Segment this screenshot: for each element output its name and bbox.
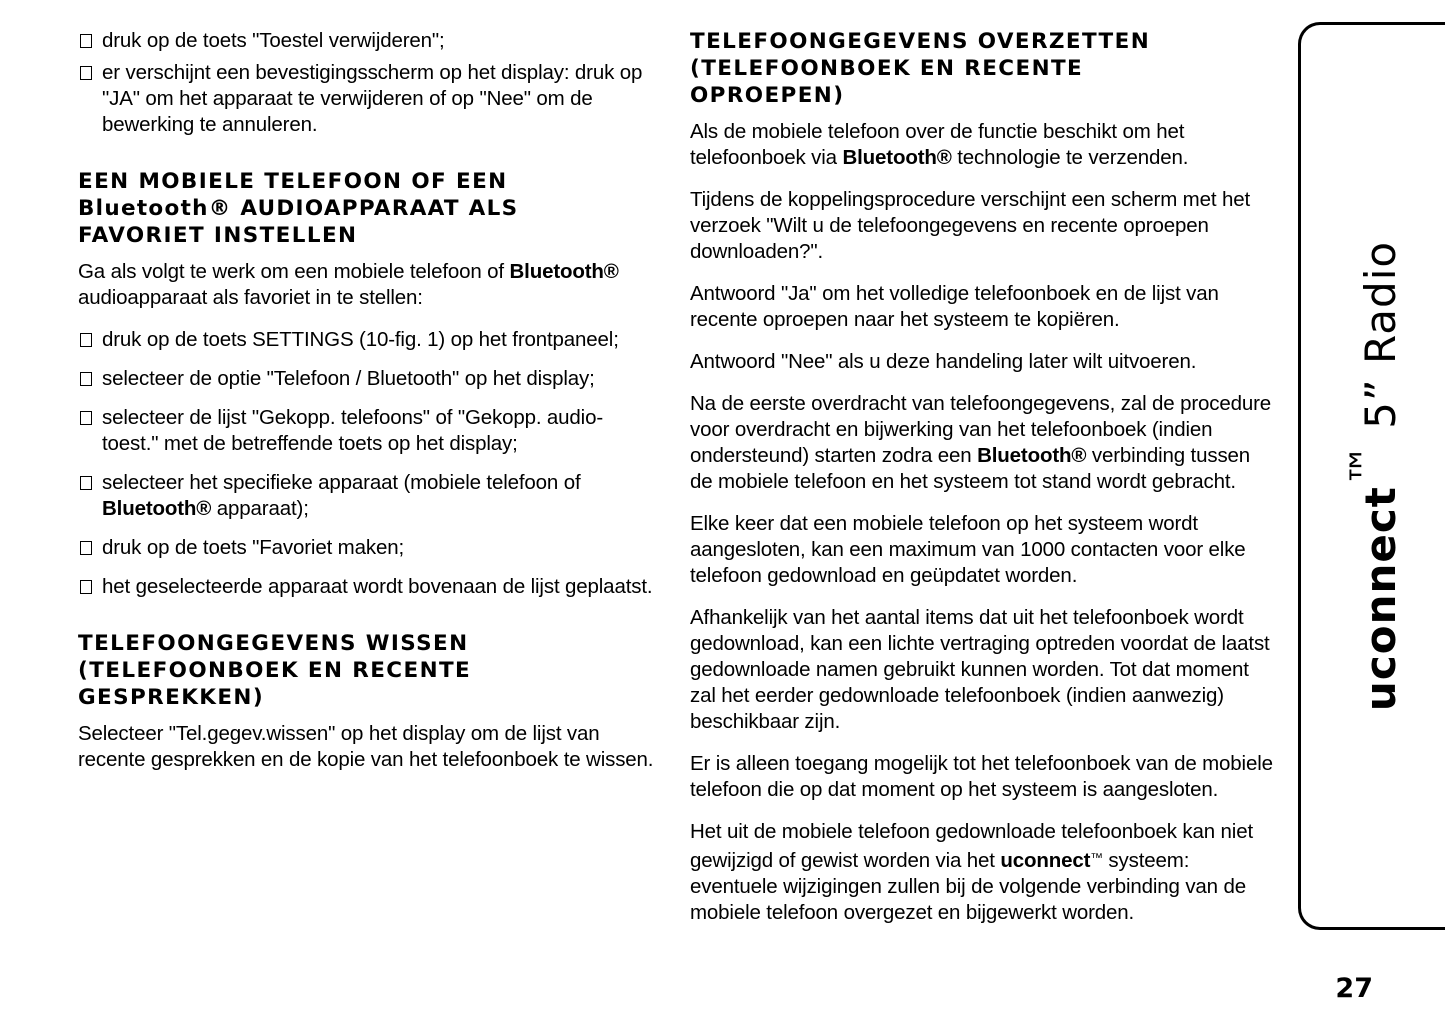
- paragraph-6: Elke keer dat een mobiele telefoon op het systeem wordt aangesloten, kan een maximum van 1000 contacten voor elke telefoon gedownload en geüpdatet worden.: [690, 512, 1246, 587]
- list-item: [78, 366, 658, 392]
- page-number: 27: [1335, 973, 1373, 1004]
- bullet-bluetooth: Bluetooth®: [102, 497, 212, 520]
- paragraph-9-pre: Het uit de mobiele telefoon gedownloade telefoonboek kan niet gewijzigd of gewist worden via het: [690, 820, 1253, 872]
- list-item: [78, 535, 658, 561]
- heading-favoriet-line3: FAVORIET INSTELLEN: [78, 223, 358, 248]
- paragraph-1-pre: Als de mobiele telefoon over de functie beschikt om het telefoonboek via: [690, 120, 1185, 169]
- paragraph-favoriet-intro: [78, 259, 658, 311]
- bullet-text: selecteer de optie "Telefoon / Bluetooth" op het display;: [102, 367, 595, 390]
- list-item: [78, 327, 658, 353]
- paragraph-1-post: technologie te verzenden.: [951, 146, 1189, 169]
- paragraph-7: Afhankelijk van het aantal items dat uit het telefoonboek wordt gedownload, kan een lichte vertraging optreden voordat de laatst gedownloade namen gebruikt kunnen worden. Tot dat moment zal het eerder gedownloade telefoonboek (indien aanwezig) beschikbaar zijn.: [690, 606, 1270, 733]
- list-item: [78, 60, 658, 138]
- heading-overzetten-line1: TELEFOONGEGEVENS OVERZETTEN: [690, 29, 1151, 54]
- bullet-text-post: apparaat);: [211, 497, 309, 520]
- spine-rest-label: 5” Radio: [1356, 240, 1406, 444]
- list-item: [78, 574, 658, 600]
- bullet-text: het geselecteerde apparaat wordt bovenaan de lijst geplaatst.: [102, 575, 653, 598]
- paragraph-5-pre: Na de eerste overdracht van telefoongegevens, zal de procedure voor overdracht en bijwerking van het telefoonboek (indien ondersteund) starten zodra een: [690, 392, 1272, 467]
- paragraph-1: [690, 119, 1278, 171]
- paragraph-5-bluetooth: Bluetooth®: [977, 444, 1087, 467]
- paragraph-2: Tijdens de koppelingsprocedure verschijnt een scherm met het verzoek "Wilt u de telefoongegevens en recente oproepen downloaden?".: [690, 188, 1250, 263]
- paragraph-4: Antwoord "Nee" als u deze handeling later wilt uitvoeren.: [690, 350, 1197, 373]
- spine-trademark-icon: ™: [1341, 443, 1391, 487]
- bullet-text: druk op de toets SETTINGS (10-fig. 1) op het frontpaneel;: [102, 328, 619, 351]
- bullet-text-pre: selecteer het specifieke apparaat (mobiele telefoon of: [102, 471, 581, 494]
- heading-wissen-line1: TELEFOONGEGEVENS WISSEN: [78, 631, 469, 656]
- intro-bluetooth: Bluetooth®: [509, 260, 619, 283]
- paragraph-9-post: systeem: eventuele wijzigingen zullen bij de volgende verbinding van de mobiele telefoon overgezet en bijgewerkt worden.: [690, 848, 1246, 924]
- trademark-symbol: ™: [1090, 850, 1103, 865]
- bullet-text: er verschijnt een bevestigingsscherm op het display: druk op "JA" om het apparaat te verwijderen of op "Nee" om de bewerking te annuleren.: [102, 61, 643, 136]
- paragraph-5-post: verbinding tussen de mobiele telefoon en het systeem tot stand wordt gebracht.: [690, 444, 1251, 493]
- paragraph-1-bluetooth: Bluetooth®: [842, 146, 952, 169]
- paragraph-5: [690, 391, 1278, 495]
- chapter-tab: [1298, 22, 1445, 930]
- right-column: [690, 28, 1278, 942]
- bullet-text: druk op de toets "Favoriet maken;: [102, 536, 405, 559]
- intro-pre: Ga als volgt te werk om een mobiele telefoon of: [78, 260, 510, 283]
- heading-favoriet-line1: EEN MOBIELE TELEFOON OF EEN: [78, 169, 508, 194]
- paragraph-wissen: Selecteer "Tel.gegev.wissen" op het display om de lijst van recente gesprekken en de kopie van het telefoonboek te wissen.: [78, 722, 654, 771]
- list-item: [78, 470, 658, 522]
- intro-post: audioapparaat als favoriet in te stellen:: [78, 286, 423, 309]
- bullet-text: druk op de toets "Toestel verwijderen";: [102, 29, 445, 52]
- paragraph-8: Er is alleen toegang mogelijk tot het telefoonboek van de mobiele telefoon die op dat moment op het systeem is aangesloten.: [690, 752, 1273, 801]
- chapter-tab-label: [1301, 25, 1445, 927]
- heading-favoriet-line2: [78, 195, 658, 222]
- heading-favoriet-line2-rest: AUDIOAPPARAAT ALS: [231, 196, 519, 221]
- paragraph-9: [690, 819, 1278, 926]
- list-item: [78, 28, 658, 54]
- heading-wissen-line2: (TELEFOONBOEK EN RECENTE: [78, 658, 472, 683]
- spine-brand-label: uconnect: [1356, 486, 1406, 712]
- bullet-text: selecteer de lijst "Gekopp. telefoons" of "Gekopp. audio-toest." met de betreffende toets op het display;: [102, 406, 604, 455]
- heading-overzetten-line3: OPROEPEN): [690, 83, 845, 108]
- paragraph-9-uconnect: uconnect: [1000, 848, 1091, 872]
- list-item: [78, 405, 658, 457]
- heading-bluetooth-label: Bluetooth®: [78, 196, 232, 221]
- heading-overzetten-line2: (TELEFOONBOEK EN RECENTE: [690, 56, 1084, 81]
- heading-wissen-line3: GESPREKKEN): [78, 685, 265, 710]
- paragraph-3: Antwoord "Ja" om het volledige telefoonboek en de lijst van recente oproepen naar het systeem te kopiëren.: [690, 282, 1219, 331]
- left-column: [78, 28, 658, 789]
